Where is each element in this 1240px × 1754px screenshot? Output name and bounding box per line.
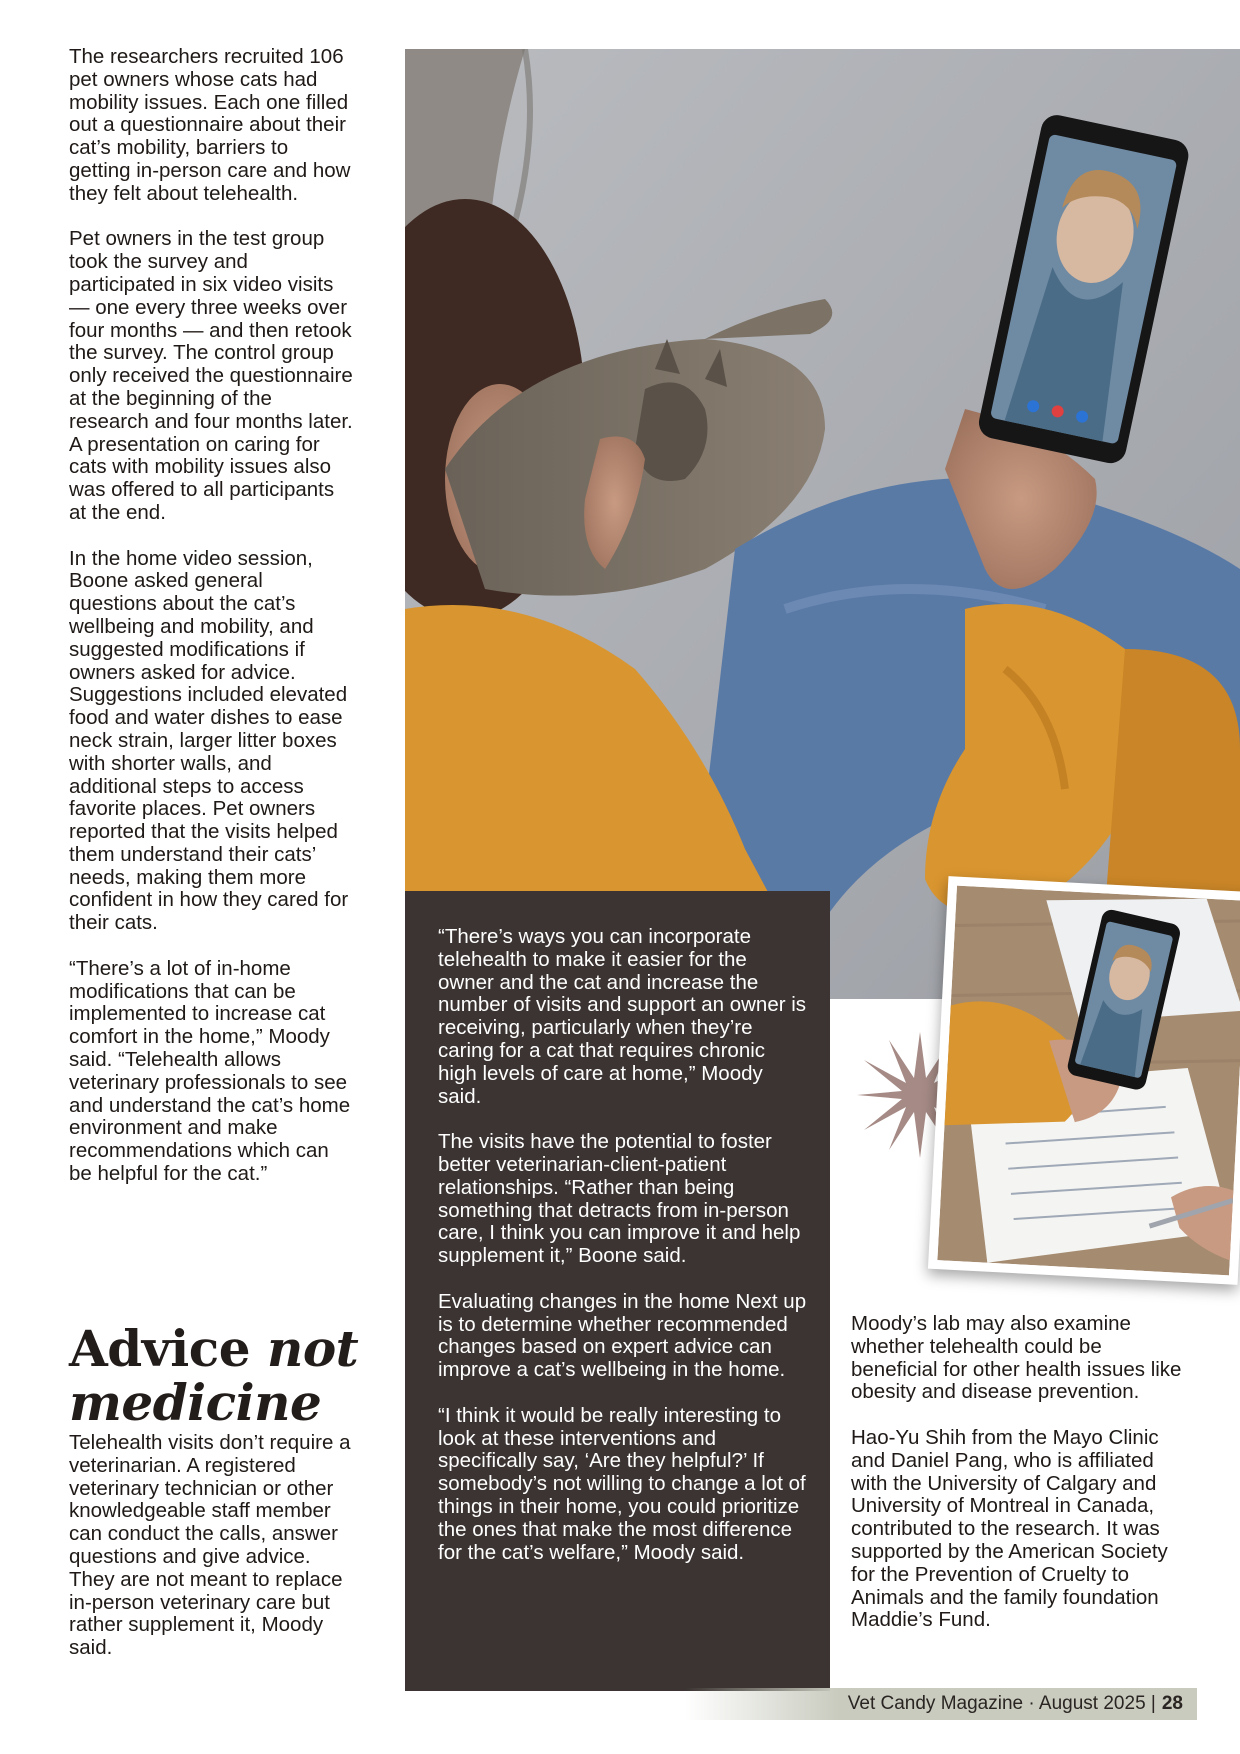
quote-box-text (438, 926, 808, 1587)
heading-italic-word: medicine (69, 1373, 322, 1432)
paragraph: Pet owners in the test group took the survey and participated in six video visits — one every three weeks over four months — and then retook the survey. The control group only received the questionnaire at the beginning of the research and four months later. A presentation on caring for cats with mobility issues also was offered to all participants at the end. (69, 227, 353, 524)
paragraph: In the home video session, Boone asked general questions about the cat’s wellbeing and mobility, and suggested modifications if owners asked for advice. Suggestions included elevated food and water dishes to ease neck strain, larger litter boxes with shorter walls, and additional steps to access favorite places. Pet owners reported that the visits helped them understand their cats’ needs, making them more confident in how they cared for their cats. (69, 546, 349, 935)
main-photo (405, 49, 1240, 999)
left-column (69, 46, 353, 1209)
paragraph: Moody’s lab may also examine whether telehealth could be beneficial for other health issues like obesity and disease prevention. (851, 1312, 1182, 1404)
inset-photo (928, 876, 1240, 1285)
paragraph: “There’s a lot of in-home modifications that can be implemented to increase cat comfort in the home,” Moody said. “Telehealth allows veterinary professionals to see and understand the cat’s home environment and make recommendations which can be helpful for the cat.” (69, 956, 351, 1186)
publication-name: Vet Candy Magazine · August 2025 | (847, 1693, 1156, 1714)
paragraph: The researchers recruited 106 pet owners whose cats had mobility issues. Each one filled out a questionnaire about their cat’s mobility, barriers to getting in-person care and how they felt about telehealth. (69, 45, 351, 205)
footer-bar (685, 1688, 1197, 1720)
page-number: 28 (1161, 1693, 1183, 1714)
woman-with-cat-video-call-photo (405, 49, 1240, 999)
paragraph: The visits have the potential to foster better veterinarian-client-patient relationships. “Rather than being something that detracts from in-person care, I think you can improve it and help supplement it,” Boone said. (438, 1130, 801, 1268)
heading-word: Advice (69, 1319, 251, 1378)
footer-text (848, 1692, 1183, 1716)
right-column (851, 1313, 1191, 1655)
paragraph: Hao-Yu Shih from the Mayo Clinic and Daniel Pang, who is affiliated with the University of Calgary and University of Montreal in Canada, contributed to the research. It was supported by the American Society for the Prevention of Cruelty to Animals and the family foundation Maddie’s Fund. (851, 1425, 1168, 1632)
phone-video-call-notebook-photo (937, 886, 1240, 1276)
paragraph: “I think it would be really interesting to look at these interventions and specifically say, ‘Are they helpful?’ If somebody’s not willing to change a lot of things in their home, you could prioritize the ones that make the most difference for the cat’s welfare,” Moody said. (438, 1403, 806, 1564)
section-body (69, 1432, 353, 1683)
paragraph: Telehealth visits don’t require a veterinarian. A registered veterinary technician or other knowledgeable staff member can conduct the calls, answer questions and give advice. They are not meant to replace in-person veterinary care but rather supplement it, Moody said. (69, 1431, 351, 1660)
heading-italic-word: not (266, 1319, 359, 1378)
quote-box (405, 891, 830, 1691)
paragraph: Evaluating changes in the home Next up is to determine whether recommended changes based on expert advice can improve a cat’s wellbeing in the home. (438, 1289, 807, 1382)
paragraph: “There’s ways you can incorporate telehealth to make it easier for the owner and the cat and increase the number of visits and support an owner is receiving, particularly when they’re caring for a cat that requires chronic high levels of care at home,” Moody said. (438, 925, 807, 1108)
section-heading (69, 1319, 369, 1432)
